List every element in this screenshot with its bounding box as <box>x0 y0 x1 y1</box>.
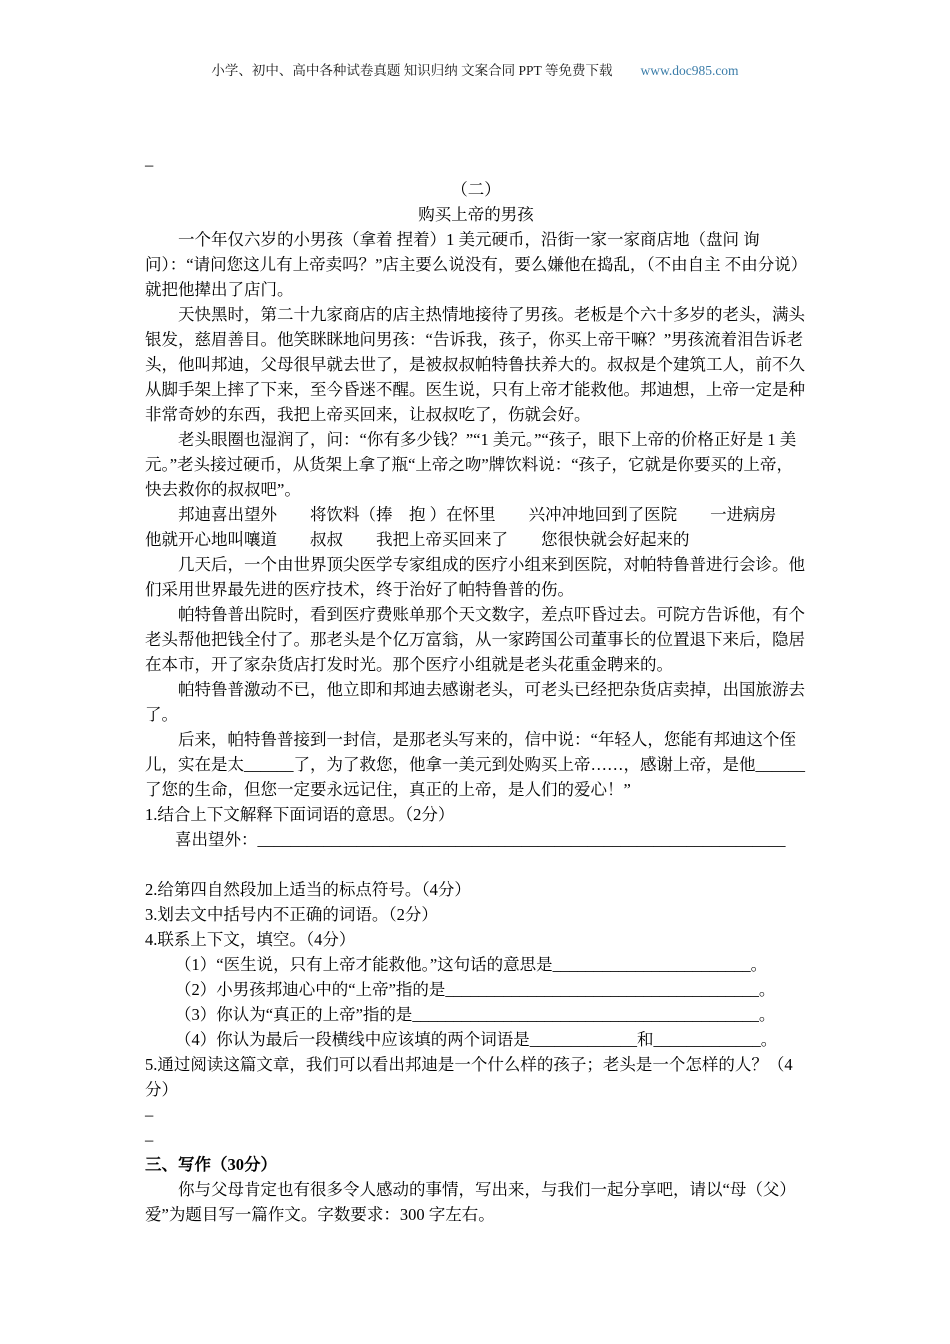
passage-title: 购买上帝的男孩 <box>418 205 534 224</box>
passage-paragraph: 邦迪喜出望外 将饮料（捧 抱 ）在怀里 兴冲冲地回到了医院 一进病房 他就开心地叫嚷道 叔叔 我把上帝买回来了 您很快就会好起来的 <box>145 505 810 549</box>
passage-paragraph: 几天后，一个由世界顶尖医学专家组成的医疗小组来到医院，对帕特鲁普进行会诊。他们采用世界最先进的医疗技术，终于治好了帕特鲁普的伤。 <box>145 555 805 599</box>
passage-paragraph: 一个年仅六岁的小男孩（拿着 捏着）1 美元硬币，沿街一家一家商店地（盘问 询问）：“请问您这儿有上帝卖吗？”店主要么说没有，要么嫌他在捣乱，（不由自主 不由分说）就把他撵出了店门。 <box>145 230 800 299</box>
site-link[interactable]: www.doc985.com <box>640 63 739 78</box>
separator-dash: – <box>145 1105 154 1124</box>
section-number: （二） <box>451 180 501 199</box>
question-5: 5.通过阅读这篇文章，我们可以看出邦迪是一个什么样的孩子；老头是一个怎样的人？（4分） <box>145 1055 793 1099</box>
passage-paragraph: 帕特鲁普出院时，看到医疗费账单那个天文数字，差点吓昏过去。可院方告诉他，有个老头帮他把钱全付了。那老头是个亿万富翁，从一家跨国公司董事长的位置退下来后，隐居在本市，开了家杂货店打发时光。那个医疗小组就是老头花重金聘来的。 <box>145 605 805 674</box>
question-2: 2.给第四自然段加上适当的标点符号。（4分） <box>145 880 471 899</box>
passage-paragraph: 帕特鲁普激动不已，他立即和邦迪去感谢老头，可老头已经把杂货店卖掉，出国旅游去了。 <box>145 680 805 724</box>
document-body <box>145 152 810 1227</box>
writing-section-text: 你与父母肯定也有很多令人感动的事情，写出来，与我们一起分享吧，请以“母（父）爱”为题目写一篇作文。字数要求：300 字左右。 <box>145 1180 796 1224</box>
question-1-answer-blank: 喜出望外：________________________________________________________________ <box>175 830 786 849</box>
header-promo-text: 小学、初中、高中各种试卷真题 知识归纳 文案合同 PPT 等免费下载 <box>211 63 613 78</box>
question-4-item-2: （2）小男孩邦迪心中的“上帝”指的是______________________________________。 <box>175 980 776 999</box>
page-header <box>0 62 950 80</box>
passage-paragraph: 天快黑时，第二十九家商店的店主热情地接待了男孩。老板是个六十多岁的老头，满头银发，慈眉善目。他笑眯眯地问男孩：“告诉我，孩子，你买上帝干嘛？”男孩流着泪告诉老头，他叫邦迪，父母很早就去世了，是被叔叔帕特鲁扶养大的。叔叔是个建筑工人，前不久从脚手架上摔了下来，至今昏迷不醒。医生说，只有上帝才能救他。邦迪想，上帝一定是种非常奇妙的东西，我把上帝买回来，让叔叔吃了，伤就会好。 <box>145 305 805 424</box>
passage-paragraph: 后来，帕特鲁普接到一封信，是那老头写来的，信中说：“年轻人，您能有邦迪这个侄儿，实在是太______了，为了救您，他拿一美元到处购买上帝……，感谢上帝，是他______了您的生命，但您一定要永远记住，真正的上帝，是人们的爱心！” <box>145 730 805 799</box>
separator-dash: – <box>145 155 154 174</box>
question-4-item-4: （4）你认为最后一段横线中应该填的两个词语是_____________和_____________。 <box>175 1030 778 1049</box>
question-1: 1.结合上下文解释下面词语的意思。（2分） <box>145 805 455 824</box>
question-4-item-1: （1）“医生说，只有上帝才能救他。”这句话的意思是________________________。 <box>175 955 768 974</box>
separator-dash: – <box>145 1130 154 1149</box>
writing-section-title: 三、写作（30分） <box>145 1155 277 1174</box>
passage-paragraph: 老头眼圈也湿润了，问：“你有多少钱？”“1 美元。”“孩子，眼下上帝的价格正好是 1 美元。”老头接过硬币，从货架上拿了瓶“上帝之吻”牌饮料说：“孩子，它就是你要买的上帝，快去救你的叔叔吧”。 <box>145 430 797 499</box>
question-4-item-3: （3）你认为“真正的上帝”指的是__________________________________________。 <box>175 1005 776 1024</box>
question-3: 3.划去文中括号内不正确的词语。（2分） <box>145 905 438 924</box>
question-4: 4.联系上下文，填空。（4分） <box>145 930 356 949</box>
